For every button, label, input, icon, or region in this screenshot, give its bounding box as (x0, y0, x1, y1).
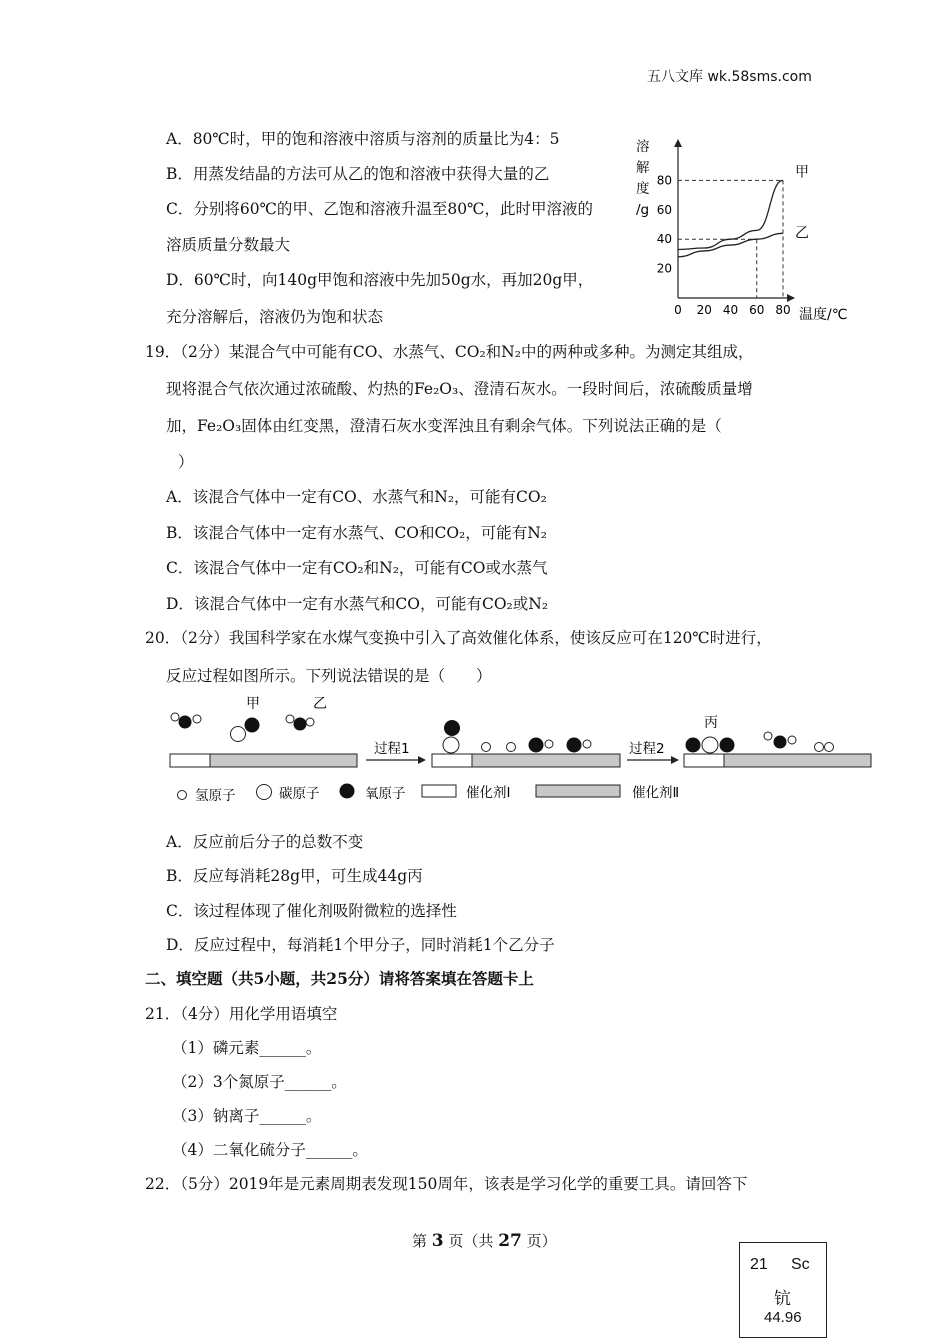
hydrogen-molecule (815, 743, 834, 752)
legend-catalyst-2-icon (536, 785, 620, 797)
arrow-icon (671, 756, 679, 764)
x-tick-label: 60 (749, 303, 765, 317)
label-yi: 乙 (313, 696, 327, 712)
catalyst-2-surface (472, 754, 620, 767)
element-name: 钪 (774, 1289, 791, 1308)
legend-catalyst-1-icon (422, 785, 456, 797)
legend-oxygen-icon (340, 784, 355, 799)
q19-stem-3: 加，Fe₂O₃固体由红变黑，澄清石灰水变浑浊且有剩余气体。下列说法正确的是（ (166, 417, 722, 435)
y-axis-label: 溶 (636, 139, 650, 155)
element-symbol: Sc (791, 1256, 810, 1273)
q18-option-b: B．用蒸发结晶的方法可从乙的饱和溶液中获得大量的乙 (166, 165, 550, 183)
q18-option-a: A．80℃时，甲的饱和溶液中溶质与溶剂的质量比为4：5 (166, 130, 560, 148)
x-axis-label: 温度/℃ (799, 307, 848, 323)
legend-catalyst-1: 催化剂Ⅰ (466, 785, 511, 801)
hydrogen-atom (482, 743, 491, 752)
q20-stem-2: 反应过程如图所示。下列说法错误的是（ ） (166, 667, 492, 685)
process-2-label: 过程2 (629, 741, 665, 757)
co2-molecule (686, 737, 735, 753)
q19-option-a: A．该混合气体中一定有CO、水蒸气和N₂，可能有CO₂ (166, 488, 547, 506)
q21-item-4: （4）二氧化硫分子______。 (172, 1141, 368, 1159)
element-card-scandium (739, 1242, 827, 1338)
page-total: 27 (498, 1231, 522, 1251)
legend-carbon: 碳原子 (279, 786, 320, 802)
y-tick-label: 40 (656, 232, 672, 247)
q20-option-c: C．该过程体现了催化剂吸附微粒的选择性 (166, 902, 457, 920)
reaction-diagram (160, 690, 880, 810)
legend-catalyst-2: 催化剂Ⅱ (632, 785, 680, 801)
x-tick-label: 0 (674, 303, 682, 317)
legend-oxygen: 氧原子 (365, 786, 406, 802)
q19-option-c: C．该混合气体中一定有CO₂和N₂，可能有CO或水蒸气 (166, 559, 548, 577)
atomic-mass: 44.96 (764, 1309, 802, 1326)
q19-stem-4: ） (178, 453, 194, 471)
catalyst-1-surface (170, 754, 210, 767)
y-axis-arrow-icon (674, 139, 682, 147)
site-header: 五八文库 wk.58sms.com (647, 69, 812, 85)
page-footer (412, 1230, 557, 1251)
q19-stem-1: 19．（2分）某混合气中可能有CO、水蒸气、CO₂和N₂中的两种或多种。为测定其组成， (145, 343, 754, 361)
label-bing: 丙 (704, 715, 718, 731)
y-tick-label: 20 (656, 261, 672, 276)
q21-item-3: （3）钠离子______。 (172, 1107, 322, 1125)
footer-post: 页） (526, 1232, 557, 1250)
q18-option-c-cont: 溶质质量分数最大 (166, 236, 291, 254)
y-axis-label: 解 (636, 160, 650, 176)
x-axis-arrow-icon (787, 294, 795, 302)
catalyst-2-surface (210, 754, 357, 767)
q20-option-b: B．反应每消耗28g甲，可生成44g丙 (166, 867, 423, 885)
water-molecule (764, 732, 796, 749)
x-tick-label: 40 (722, 303, 739, 317)
page-number: 3 (431, 1231, 444, 1251)
q19-option-d: D．该混合气体中一定有水蒸气和CO，可能有CO₂或N₂ (166, 595, 549, 613)
q20-option-a: A．反应前后分子的总数不变 (166, 833, 364, 851)
footer-pre: 第 (412, 1232, 428, 1250)
y-tick-label: 60 (656, 202, 672, 217)
co-molecule (231, 718, 260, 742)
q19-stem-2: 现将混合气依次通过浓硫酸、灼热的Fe₂O₃、澄清石灰水。一段时间后，浓硫酸质量增 (166, 380, 753, 398)
legend-hydrogen-icon (178, 791, 187, 800)
hydrogen-atom (507, 743, 516, 752)
q20-option-d: D．反应过程中，每消耗1个甲分子，同时消耗1个乙分子 (166, 936, 555, 954)
y-axis-label: 度 (636, 181, 650, 197)
q22-stem: 22．（5分）2019年是元素周期表发现150周年，该表是学习化学的重要工具。请回答下 (145, 1175, 748, 1193)
oh-group (567, 738, 592, 753)
catalyst-1-surface (684, 754, 724, 767)
legend-hydrogen: 氢原子 (195, 788, 236, 804)
q18-option-d-cont: 充分溶解后，溶液仍为饱和状态 (166, 308, 384, 326)
series-label: 乙 (795, 225, 809, 242)
series-label: 甲 (795, 164, 809, 181)
q19-option-b: B．该混合气体中一定有水蒸气、CO和CO₂，可能有N₂ (166, 524, 548, 542)
catalyst-2-surface (724, 754, 871, 767)
x-tick-label: 80 (775, 303, 791, 317)
water-molecule (171, 713, 201, 729)
section-2-title: 二、填空题（共5小题，共25分）请将答案填在答题卡上 (145, 969, 534, 988)
series-line-2 (678, 233, 783, 257)
adsorbed-co (443, 720, 460, 753)
q21-item-1: （1）磷元素______。 (172, 1039, 322, 1057)
legend-carbon-icon (257, 785, 272, 800)
atomic-number: 21 (750, 1256, 768, 1273)
q18-option-d: D．60℃时，向140g甲饱和溶液中先加50g水，再加20g甲， (166, 271, 594, 289)
catalyst-1-surface (432, 754, 472, 767)
oh-group (529, 738, 554, 753)
label-jia: 甲 (246, 696, 260, 712)
process-1-label: 过程1 (374, 741, 410, 757)
water-molecule (286, 715, 314, 731)
x-tick-label: 20 (696, 303, 712, 317)
q21-item-2: （2）3个氮原子______。 (172, 1073, 347, 1091)
q20-stem-1: 20．（2分）我国科学家在水煤气变换中引入了高效催化体系，使该反应可在120℃时进行， (145, 629, 772, 647)
y-axis-label: /g (636, 202, 650, 218)
q21-stem: 21．（4分）用化学用语填空 (145, 1005, 338, 1023)
solubility-chart (625, 133, 855, 328)
y-tick-label: 80 (656, 173, 672, 188)
q18-option-c: C．分别将60℃的甲、乙饱和溶液升温至80℃，此时甲溶液的 (166, 200, 593, 218)
footer-mid: 页（共 (448, 1232, 494, 1250)
arrow-icon (418, 756, 426, 764)
